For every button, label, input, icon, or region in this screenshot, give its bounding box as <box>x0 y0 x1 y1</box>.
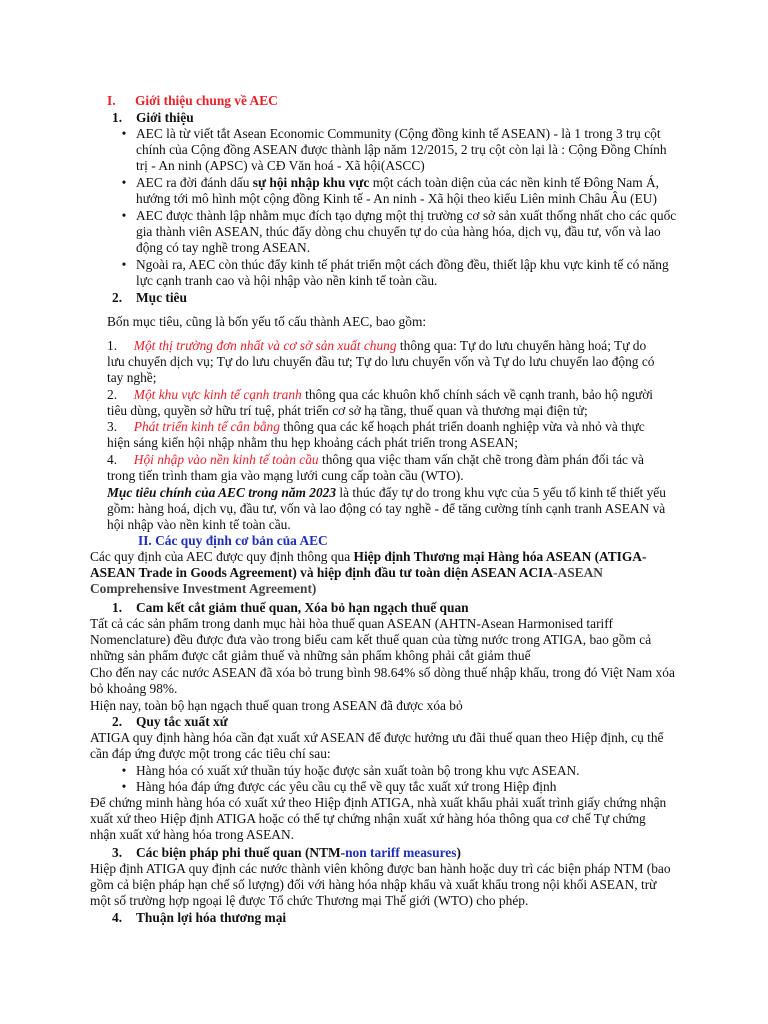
goal-highlight: Một thị trường đơn nhất và cơ sở sản xuất chung <box>133 338 397 353</box>
bullet-text: AEC được thành lập nhằm mục đích tạo dựng một thị trường cơ sở sản xuất thống nhất cho các quốc gia thành viên ASEAN, thúc đẩy dòng chu chuyển tự do của hàng hóa, dịch vụ, đầu tư, vốn và lao động có tay nghề trong ASEAN. <box>136 208 677 256</box>
subsection-2-3-heading <box>112 845 672 861</box>
bullet-text: AEC là từ viết tắt Asean Economic Community (Cộng đồng kinh tế ASEAN) - là 1 trong 3 trụ cột chính của Cộng đồng ASEAN được thành lập năm 12/2015, 2 trụ cột còn lại là : Cộng Đồng Chính trị - An ninh (APSC) và CĐ Văn hoá - Xã hội(ASCC) <box>136 126 667 174</box>
main-goal-bold: Mục tiêu chính của AEC trong năm 2023 <box>107 485 337 500</box>
goal-item-3 <box>107 419 663 451</box>
bullet-icon: • <box>121 763 127 778</box>
subsection-title: Giới thiệu <box>136 110 194 125</box>
goal-highlight: Một khu vực kinh tế cạnh tranh <box>133 387 302 402</box>
section-2-heading: II. Các quy định cơ bản của AEC <box>138 533 328 548</box>
goals-intro: Bốn mục tiêu, cũng là bốn yếu tố cấu thành AEC, bao gồm: <box>107 314 427 329</box>
bullet-text-bold: sự hội nhập khu vực <box>252 175 370 190</box>
goal-item-4 <box>107 452 663 484</box>
subsection-title <box>136 845 461 861</box>
section-1-heading <box>107 93 278 109</box>
bullet-text-pre: AEC ra đời đánh dấu <box>136 175 253 190</box>
bullet-icon: • <box>121 257 127 272</box>
section-1-numeral: I. <box>107 93 116 108</box>
section-1-title: Giới thiệu chung về AEC <box>135 93 278 108</box>
subsection-1-1-heading <box>112 110 312 126</box>
goal-number: 2. <box>107 387 118 402</box>
bullet-text-post: một cách toàn diện của các nền kinh tế Đông Nam Á, hướng tới mô hình một cộng đồng Kinh tế - An ninh - Xã hội theo kiểu Liên minh Châu Âu (EU) <box>136 175 660 207</box>
bullet-icon: • <box>121 126 127 141</box>
goal-number: 4. <box>107 452 118 467</box>
intro-atiga: Hiệp định Thương mại Hàng hóa ASEAN (ATIGA-ASEAN Trade in Goods Agreement) <box>90 549 647 581</box>
subsection-number: 3. <box>112 845 123 860</box>
goal-number: 1. <box>107 338 118 353</box>
origin-paragraph-2: Để chứng minh hàng hóa có xuất xứ theo Hiệp định ATIGA, nhà xuất khẩu phải xuất trình giấy chứng nhận xuất xứ theo Hiệp định ATIGA hoặc có thể tự chứng nhận xuất xứ hàng hóa thông qua cơ chế Tự chứng nhận xuất xứ hàng hóa trong ASEAN. <box>90 795 667 843</box>
title-post: ) <box>456 845 461 860</box>
tariff-paragraph-3: Hiện nay, toàn bộ hạn ngạch thuế quan trong ASEAN đã được xóa bỏ <box>90 698 463 713</box>
subsection-title: Mục tiêu <box>136 290 187 305</box>
subsection-number: 1. <box>112 110 123 125</box>
bullet-icon: • <box>121 779 127 794</box>
bullet-icon: • <box>121 208 127 223</box>
bullet-text: Hàng hóa đáp ứng được các yêu cầu cụ thể về quy tắc xuất xứ trong Hiệp định <box>136 779 557 794</box>
subsection-2-1-heading <box>112 600 672 616</box>
ntm-paragraph: Hiệp định ATIGA quy định các nước thành viên không được ban hành hoặc duy trì các biện pháp NTM (bao gồm cả biện pháp hạn chế số lượng) đối với hàng hóa nhập khẩu và xuất khẩu trong nội khối ASEAN, trừ một số trường hợp ngoại lệ được Tổ chức Thương mại Thế giới (WTO) cho phép. <box>90 861 671 909</box>
subsection-number: 4. <box>112 910 123 925</box>
tariff-paragraph-2: Cho đến nay các nước ASEAN đã xóa bỏ trung bình 98.64% số dòng thuế nhập khẩu, trong đó Việt Nam xóa bỏ khoảng 98%. <box>90 665 675 697</box>
bullet-text: Ngoài ra, AEC còn thúc đẩy kinh tế phát triển một cách đồng đều, thiết lập khu vực kinh tế có năng lực cạnh tranh cao và hội nhập vào nền kinh tế toàn cầu. <box>136 257 669 289</box>
goal-item-1 <box>107 338 663 387</box>
intro-pre: Các quy định của AEC được quy định thông qua <box>90 549 354 564</box>
goal-item-2 <box>107 387 663 419</box>
goal-highlight: Phát triển kinh tế cân bằng <box>133 419 280 434</box>
subsection-title: Quy tắc xuất xứ <box>136 714 228 729</box>
goal-description: thông qua các khuôn khổ chính sách về cạnh tranh, bảo hộ người tiêu dùng, quyền sở hữu trí tuệ, phát triển cơ sở hạ tầng, thuế quan và thương mại điện tử; <box>107 387 653 419</box>
goal-highlight: Hội nhập vào nền kinh tế toàn cầu <box>133 452 319 467</box>
title-pre: Các biện pháp phi thuế quan (NTM- <box>136 845 346 860</box>
subsection-2-2-heading <box>112 714 412 730</box>
section-2-intro <box>90 549 676 598</box>
subsection-number: 2. <box>112 714 123 729</box>
subsection-number: 2. <box>112 290 123 305</box>
title-blue: non tariff measures <box>345 845 457 860</box>
bullet-text <box>136 175 678 207</box>
intro-acia: hiệp định đầu tư toàn diện ASEAN ACIA <box>316 565 554 581</box>
goal-number: 3. <box>107 419 118 434</box>
subsection-title: Cam kết cắt giảm thuế quan, Xóa bỏ hạn ngạch thuế quan <box>136 600 469 615</box>
goal-description: thông qua: Tự do lưu chuyển hàng hoá; Tự do lưu chuyển dịch vụ; Tự do lưu chuyển đầu tư; Tự do lưu chuyển vốn và Tự do lưu chuyển lao động có tay nghề; <box>107 338 655 386</box>
subsection-2-4-heading <box>112 910 512 926</box>
goal-description: thông qua các kế hoạch phát triển doanh nghiệp vừa và nhỏ và thực hiện sáng kiến hội nhập nhằm thu hẹp khoảng cách phát triển trong ASEAN; <box>107 419 645 451</box>
bullet-text: Hàng hóa có xuất xứ thuần túy hoặc được sản xuất toàn bộ trong khu vực ASEAN. <box>136 763 580 778</box>
origin-paragraph-1: ATIGA quy định hàng hóa cần đạt xuất xứ ASEAN để được hưởng ưu đãi thuế quan theo Hiệp định, cụ thể cần đáp ứng được một trong các tiêu chí sau: <box>90 730 664 762</box>
subsection-number: 1. <box>112 600 123 615</box>
tariff-paragraph-1: Tất cả các sản phẩm trong danh mục hài hòa thuế quan ASEAN (AHTN-Asean Harmonised tariff Nomenclature) đều được đưa vào trong biểu cam kết thuế quan của từng nước trong ATIGA, bao gồm cả những sản phẩm được cắt giảm thuế và những sản phẩm không phải cắt giảm thuế <box>90 616 652 664</box>
main-goal-rest: là thúc đẩy tự do trong khu vực của 5 yếu tố kinh tế thiết yếu gồm: hàng hoá, dịch vụ, đầu tư, vốn và lao động có tay nghề - để tăng cường tính cạnh tranh ASEAN và hội nhập vào nền kinh tế toàn cầu. <box>107 485 666 533</box>
subsection-title: Thuận lợi hóa thương mại <box>136 910 287 925</box>
bullet-icon: • <box>121 175 127 190</box>
intro-acia-full: -ASEAN Comprehensive Investment Agreement) <box>90 565 603 597</box>
subsection-1-2-heading <box>112 290 312 306</box>
goal-description: thông qua việc tham vấn chặt chẽ trong đàm phán đối tác và trong tiến trình tham gia vào mạng lưới cung cấp toàn cầu (WTO). <box>107 452 644 484</box>
intro-mid: và <box>296 565 317 581</box>
main-goal-paragraph <box>107 485 667 534</box>
